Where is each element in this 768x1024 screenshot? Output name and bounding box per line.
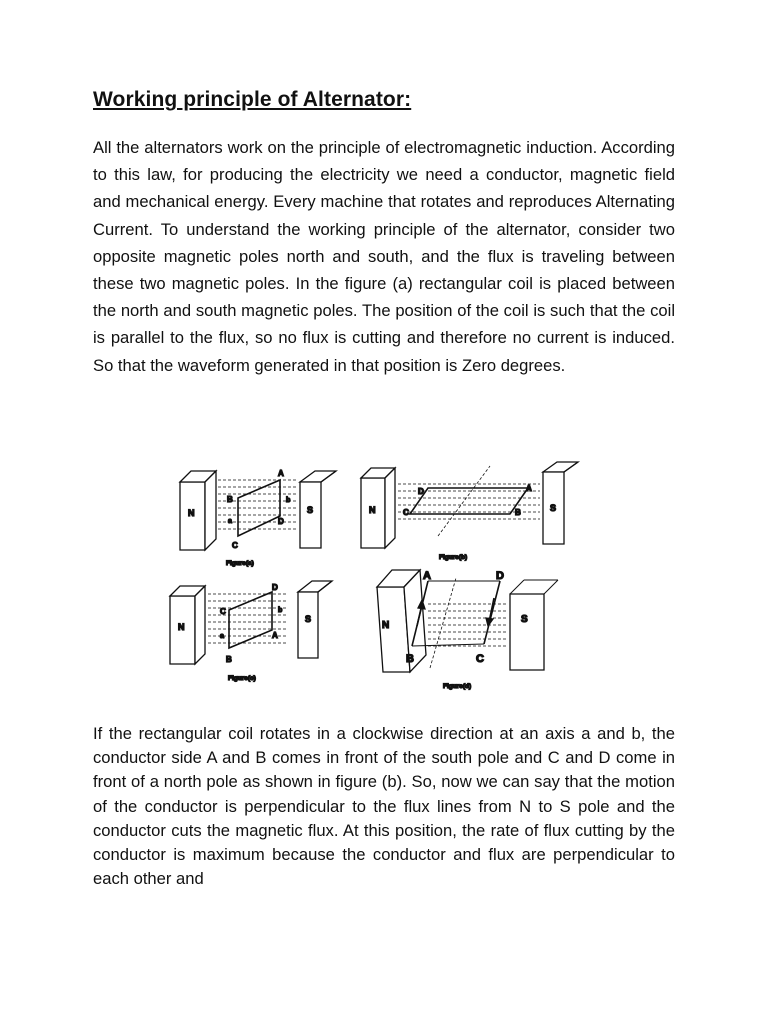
figure-c-label-A: A <box>272 631 278 640</box>
north-pole-b <box>361 468 395 548</box>
south-pole-a <box>300 471 336 548</box>
figure-c-label-b: b <box>278 607 283 614</box>
figure-b-label-D: D <box>418 487 424 496</box>
south-pole-b <box>543 462 578 544</box>
coil-b <box>410 488 528 514</box>
paragraph-rotation: If the rectangular coil rotates in a clockwise direction at an axis a and b, the conductor side A and B comes in front of the south pole and C and D come in front of a north pole as shown in figure (b). So, now we can say that the motion of the conductor is perpendicular to the flux lines from N to S pole and the conductor cuts the magnetic flux. At this position, the rate of flux cutting by the conductor is maximum because the conductor and flux are perpendicular to each other and <box>93 724 675 889</box>
figure-d-south-label: S <box>521 614 528 625</box>
figure-b-north-label: N <box>369 505 376 515</box>
figure-a-label-A: A <box>278 469 284 478</box>
figure-a-label-a: a <box>228 518 232 525</box>
figure-d-label-B: B <box>406 653 414 665</box>
figure-c-label-B: B <box>226 655 232 664</box>
figure-b-label-B: B <box>515 508 521 517</box>
figure-d-label-C: C <box>476 653 484 665</box>
south-pole-d <box>510 580 558 670</box>
figure-a-label-b: b <box>286 497 291 504</box>
figure-a-caption: Figure(a) <box>226 560 254 567</box>
coil-c <box>229 592 272 648</box>
figure-b-label-C: C <box>403 508 409 517</box>
figure-b-south-label: S <box>550 503 557 513</box>
figure-d <box>377 570 558 690</box>
figure-c-label-D: D <box>272 583 278 592</box>
figure-b-label-A: A <box>526 484 532 493</box>
figure-b-caption: Figure(b) <box>439 554 468 561</box>
figure-b <box>361 462 578 561</box>
figure-a-label-C: C <box>232 541 238 550</box>
north-pole-c <box>170 586 205 664</box>
figure-c-caption: Figure(c) <box>228 675 256 682</box>
figure-a <box>180 469 336 567</box>
figure-a-label-B: B <box>227 495 233 504</box>
figure-c-south-label: S <box>305 614 312 624</box>
figure-a-south-label: S <box>307 505 314 515</box>
page-title: Working principle of Alternator: <box>93 88 412 111</box>
alternator-figures <box>160 458 600 698</box>
figure-a-north-label: N <box>188 508 195 518</box>
south-pole-c <box>298 581 332 658</box>
figure-d-label-A: A <box>423 570 431 582</box>
figure-c <box>170 581 332 682</box>
figure-c-north-label: N <box>178 622 185 632</box>
north-pole-a <box>180 471 216 550</box>
figure-c-label-C: C <box>220 607 226 616</box>
figure-d-label-D: D <box>496 570 504 582</box>
figure-d-caption: Figure(d) <box>443 683 472 690</box>
figure-c-label-a: a <box>220 633 224 640</box>
figure-a-label-D: D <box>278 517 284 526</box>
figure-d-north-label: N <box>382 620 390 631</box>
paragraph-intro: All the alternators work on the principle of electromagnetic induction. According to this law, for producing the electricity we need a conductor, magnetic field and mechanical energy. Every machine that rotates and reproduces Alternating Current. To understand the working principle of the alternator, consider two opposite magnetic poles north and south, and the flux is traveling between these two magnetic poles. In the figure (a) rectangular coil is placed between the north and south magnetic poles. The position of the coil is such that the coil is parallel to the flux, so no flux is cutting and therefore no current is induced. So that the waveform generated in that position is Zero degrees. <box>93 138 675 375</box>
flux-lines-d <box>428 578 506 668</box>
